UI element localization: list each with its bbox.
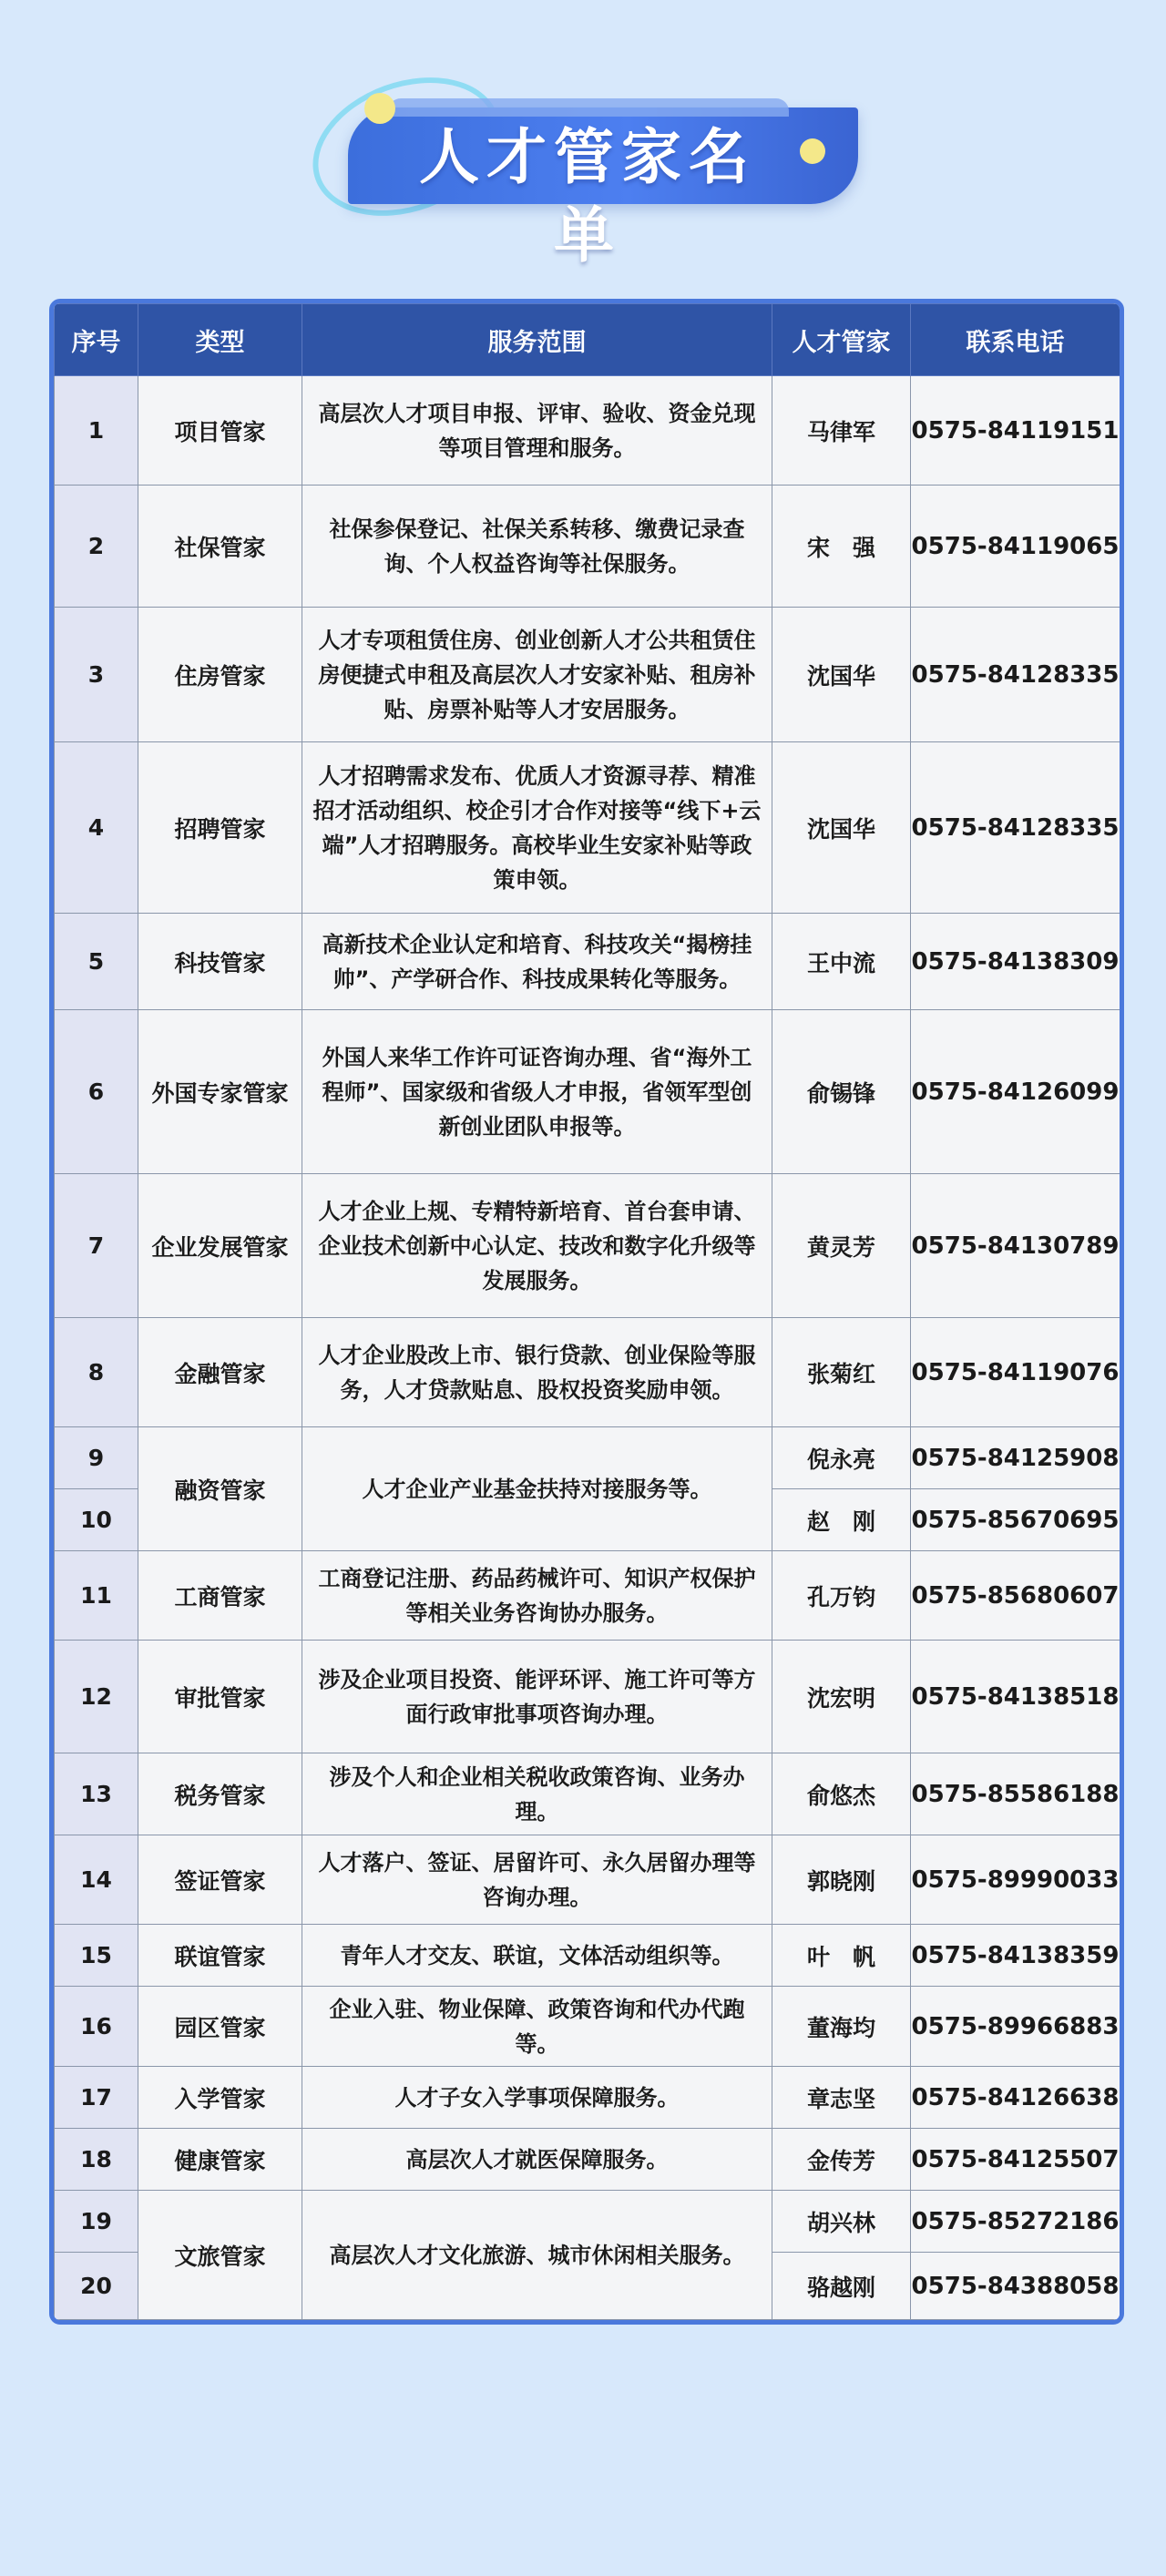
table-row	[55, 2067, 1120, 2129]
row-no: 3	[55, 608, 138, 742]
row-type: 入学管家	[138, 2067, 302, 2129]
row-manager: 宋 强	[772, 486, 911, 608]
row-type: 审批管家	[138, 1641, 302, 1753]
row-manager: 王中流	[772, 914, 911, 1010]
table-row	[55, 1010, 1120, 1174]
row-type: 签证管家	[138, 1835, 302, 1925]
row-manager: 马律军	[772, 376, 911, 486]
row-service: 人才专项租赁住房、创业创新人才公共租赁住房便捷式申租及高层次人才安家补贴、租房补贴、房票补贴等人才安居服务。	[302, 608, 772, 742]
row-no: 20	[55, 2253, 138, 2320]
row-type: 科技管家	[138, 914, 302, 1010]
row-phone: 0575-84126638	[911, 2067, 1120, 2129]
row-phone: 0575-89990033	[911, 1835, 1120, 1925]
row-service: 企业入驻、物业保障、政策咨询和代办代跑等。	[302, 1987, 772, 2067]
row-manager: 赵 刚	[772, 1489, 911, 1551]
row-phone: 0575-85670695	[911, 1489, 1120, 1551]
table-row	[55, 1925, 1120, 1987]
row-phone: 0575-84138309	[911, 914, 1120, 1010]
row-service: 外国人来华工作许可证咨询办理、省“海外工程师”、国家级和省级人才申报，省领军型创新创业团队申报等。	[302, 1010, 772, 1174]
row-type: 健康管家	[138, 2129, 302, 2191]
row-service: 人才落户、签证、居留许可、永久居留办理等咨询办理。	[302, 1835, 772, 1925]
row-no: 6	[55, 1010, 138, 1174]
row-manager: 董海均	[772, 1987, 911, 2067]
header-type: 类型	[138, 304, 302, 376]
row-service: 人才招聘需求发布、优质人才资源寻荐、精准招才活动组织、校企引才合作对接等“线下+云端”人才招聘服务。高校毕业生安家补贴等政策申领。	[302, 742, 772, 914]
row-type: 融资管家	[138, 1427, 302, 1551]
row-phone: 0575-89966883	[911, 1987, 1120, 2067]
table-row	[55, 1174, 1120, 1318]
ribbon-highlight	[388, 98, 789, 117]
table-row	[55, 486, 1120, 608]
row-service: 涉及个人和企业相关税收政策咨询、业务办理。	[302, 1753, 772, 1835]
row-manager: 沈国华	[772, 608, 911, 742]
row-manager: 沈宏明	[772, 1641, 911, 1753]
row-service: 涉及企业项目投资、能评环评、施工许可等方面行政审批事项咨询办理。	[302, 1641, 772, 1753]
row-phone: 0575-84388058	[911, 2253, 1120, 2320]
header-no: 序号	[55, 304, 138, 376]
row-phone: 0575-84125507	[911, 2129, 1120, 2191]
title-banner	[310, 78, 874, 271]
row-phone: 0575-85680607	[911, 1551, 1120, 1641]
row-no: 5	[55, 914, 138, 1010]
row-phone: 0575-85586188	[911, 1753, 1120, 1835]
row-manager: 胡兴林	[772, 2191, 911, 2253]
header-service: 服务范围	[302, 304, 772, 376]
row-manager: 倪永亮	[772, 1427, 911, 1489]
row-no: 15	[55, 1925, 138, 1987]
row-no: 1	[55, 376, 138, 486]
decorative-dot-left	[364, 93, 395, 124]
row-phone: 0575-84119065	[911, 486, 1120, 608]
row-phone: 0575-84119076	[911, 1318, 1120, 1427]
row-no: 9	[55, 1427, 138, 1489]
table-row	[55, 742, 1120, 914]
row-manager: 骆越刚	[772, 2253, 911, 2320]
row-type: 外国专家管家	[138, 1010, 302, 1174]
row-no: 13	[55, 1753, 138, 1835]
row-no: 17	[55, 2067, 138, 2129]
row-phone: 0575-84125908	[911, 1427, 1120, 1489]
page-title: 人才管家名单	[419, 122, 756, 271]
row-manager: 俞锡锋	[772, 1010, 911, 1174]
row-service: 高层次人才文化旅游、城市休闲相关服务。	[302, 2191, 772, 2320]
row-no: 19	[55, 2191, 138, 2253]
row-no: 7	[55, 1174, 138, 1318]
row-manager: 郭晓刚	[772, 1835, 911, 1925]
row-phone: 0575-84128335	[911, 608, 1120, 742]
table-row	[55, 1641, 1120, 1753]
header-manager: 人才管家	[772, 304, 911, 376]
row-service: 工商登记注册、药品药械许可、知识产权保护等相关业务咨询协办服务。	[302, 1551, 772, 1641]
row-type: 园区管家	[138, 1987, 302, 2067]
row-manager: 俞悠杰	[772, 1753, 911, 1835]
table-row	[55, 2191, 1120, 2253]
row-phone: 0575-84126099	[911, 1010, 1120, 1174]
row-type: 文旅管家	[138, 2191, 302, 2320]
decorative-dot-right	[800, 138, 825, 164]
row-no: 4	[55, 742, 138, 914]
row-manager: 章志坚	[772, 2067, 911, 2129]
row-type: 项目管家	[138, 376, 302, 486]
row-manager: 孔万钧	[772, 1551, 911, 1641]
row-no: 8	[55, 1318, 138, 1427]
row-no: 2	[55, 486, 138, 608]
table-row	[55, 1835, 1120, 1925]
row-phone: 0575-84138518	[911, 1641, 1120, 1753]
row-service: 高层次人才项目申报、评审、验收、资金兑现等项目管理和服务。	[302, 376, 772, 486]
table-row	[55, 376, 1120, 486]
row-service: 人才企业产业基金扶持对接服务等。	[302, 1427, 772, 1551]
row-service: 人才企业股改上市、银行贷款、创业保险等服务，人才贷款贴息、股权投资奖励申领。	[302, 1318, 772, 1427]
row-no: 10	[55, 1489, 138, 1551]
row-phone: 0575-84130789	[911, 1174, 1120, 1318]
row-phone: 0575-84128335	[911, 742, 1120, 914]
row-manager: 沈国华	[772, 742, 911, 914]
row-service: 人才子女入学事项保障服务。	[302, 2067, 772, 2129]
header-phone: 联系电话	[911, 304, 1120, 376]
table-row	[55, 1753, 1120, 1835]
table-row	[55, 1318, 1120, 1427]
table-row	[55, 1427, 1120, 1489]
row-type: 税务管家	[138, 1753, 302, 1835]
row-type: 招聘管家	[138, 742, 302, 914]
row-service: 人才企业上规、专精特新培育、首台套申请、企业技术创新中心认定、技改和数字化升级等发展服务。	[302, 1174, 772, 1318]
row-type: 联谊管家	[138, 1925, 302, 1987]
row-no: 12	[55, 1641, 138, 1753]
row-type: 社保管家	[138, 486, 302, 608]
row-phone: 0575-84138359	[911, 1925, 1120, 1987]
row-manager: 叶 帆	[772, 1925, 911, 1987]
row-service: 社保参保登记、社保关系转移、缴费记录查询、个人权益咨询等社保服务。	[302, 486, 772, 608]
manager-table	[49, 299, 1124, 2325]
row-no: 16	[55, 1987, 138, 2067]
row-no: 11	[55, 1551, 138, 1641]
row-no: 18	[55, 2129, 138, 2191]
row-manager: 张菊红	[772, 1318, 911, 1427]
row-no: 14	[55, 1835, 138, 1925]
row-phone: 0575-84119151	[911, 376, 1120, 486]
table-row	[55, 2129, 1120, 2191]
table-row	[55, 1551, 1120, 1641]
row-service: 青年人才交友、联谊，文体活动组织等。	[302, 1925, 772, 1987]
row-manager: 黄灵芳	[772, 1174, 911, 1318]
row-service: 高层次人才就医保障服务。	[302, 2129, 772, 2191]
row-service: 高新技术企业认定和培育、科技攻关“揭榜挂帅”、产学研合作、科技成果转化等服务。	[302, 914, 772, 1010]
row-type: 金融管家	[138, 1318, 302, 1427]
row-type: 住房管家	[138, 608, 302, 742]
row-type: 企业发展管家	[138, 1174, 302, 1318]
table-row	[55, 914, 1120, 1010]
row-type: 工商管家	[138, 1551, 302, 1641]
table-header-row	[55, 304, 1120, 376]
row-manager: 金传芳	[772, 2129, 911, 2191]
row-phone: 0575-85272186	[911, 2191, 1120, 2253]
table-row	[55, 608, 1120, 742]
table-row	[55, 1987, 1120, 2067]
